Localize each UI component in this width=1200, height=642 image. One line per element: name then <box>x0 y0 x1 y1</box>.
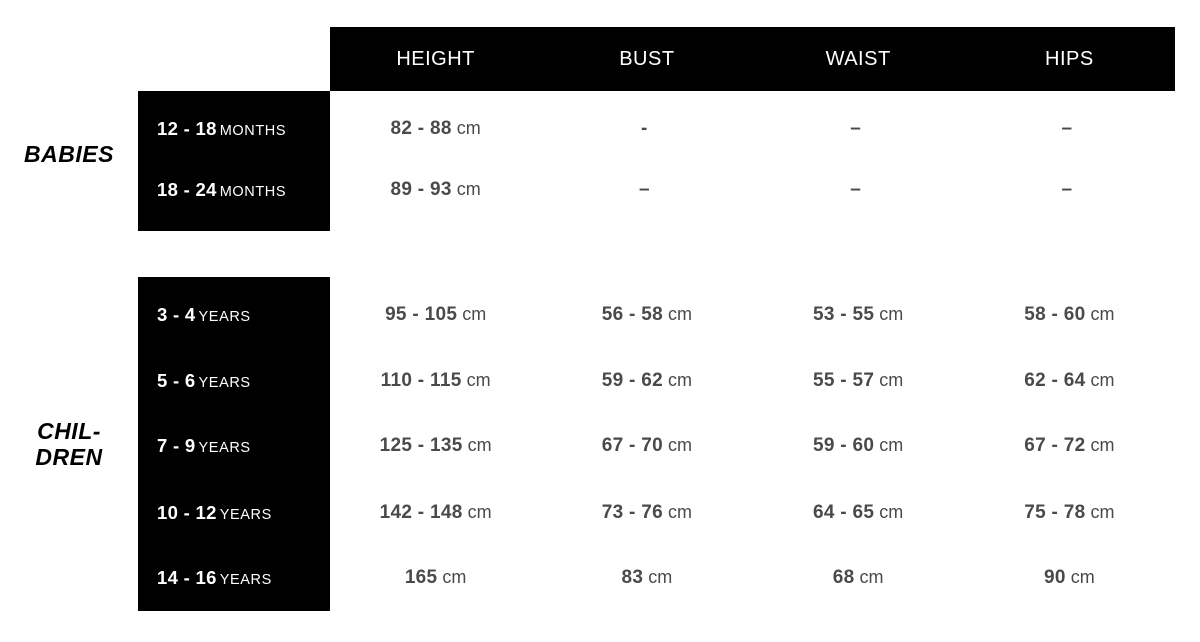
size-cell <box>138 370 330 392</box>
size-unit: MONTHS <box>219 123 287 139</box>
value-waist: – <box>850 118 862 139</box>
size-range: 14 - 16 <box>157 567 217 588</box>
value-bust: 59 - 62 cm <box>601 370 692 391</box>
size-unit: YEARS <box>198 309 251 325</box>
size-range: 7 - 9 <box>157 435 196 456</box>
column-header-height: HEIGHT <box>396 47 475 70</box>
size-range: 3 - 4 <box>157 304 196 325</box>
value-bust: - <box>641 118 648 139</box>
group-label-children-line1: CHIL- <box>37 418 101 444</box>
value-hips: 90 cm <box>1044 567 1095 588</box>
table-row <box>138 112 1175 146</box>
value-height: 95 - 105 cm <box>385 304 487 325</box>
value-hips: 67 - 72 cm <box>1024 435 1115 456</box>
column-header-waist: WAIST <box>825 47 891 70</box>
size-unit: YEARS <box>198 440 251 456</box>
value-hips: – <box>1061 118 1073 139</box>
value-height: 165 cm <box>404 567 467 588</box>
value-height: 125 - 135 cm <box>379 435 492 456</box>
size-cell <box>138 435 330 457</box>
column-header-bust: BUST <box>619 47 675 70</box>
size-range: 18 - 24 <box>157 179 217 200</box>
size-range: 12 - 18 <box>157 118 217 139</box>
table-row <box>138 364 1175 398</box>
size-unit: YEARS <box>219 507 272 523</box>
value-bust: 73 - 76 cm <box>601 502 692 523</box>
value-waist: – <box>850 179 862 200</box>
column-headers <box>330 27 1175 91</box>
group-label-babies: BABIES <box>24 141 114 167</box>
group-label-children-line2: DREN <box>35 444 103 471</box>
value-height: 89 - 93 cm <box>390 179 481 200</box>
size-range: 5 - 6 <box>157 370 196 391</box>
value-height: 82 - 88 cm <box>390 118 481 139</box>
size-unit: YEARS <box>219 572 272 588</box>
size-cell <box>138 502 330 524</box>
value-bust: 67 - 70 cm <box>601 435 692 456</box>
size-range: 10 - 12 <box>157 502 217 523</box>
value-height: 110 - 115 cm <box>380 370 491 391</box>
table-row <box>138 561 1175 595</box>
value-waist: 53 - 55 cm <box>812 304 904 325</box>
value-hips: 75 - 78 cm <box>1024 502 1115 523</box>
table-row <box>138 173 1175 207</box>
value-waist: 55 - 57 cm <box>812 370 904 391</box>
value-height: 142 - 148 cm <box>379 502 492 523</box>
size-cell <box>138 118 330 140</box>
value-hips: 62 - 64 cm <box>1024 370 1115 391</box>
value-waist: 59 - 60 cm <box>812 435 904 456</box>
size-cell <box>138 304 330 326</box>
group-label-children <box>0 418 138 470</box>
value-bust: 83 cm <box>621 567 673 588</box>
table-row <box>138 429 1175 463</box>
table-row <box>138 496 1175 530</box>
value-hips: – <box>1061 179 1073 200</box>
value-waist: 68 cm <box>832 567 884 588</box>
size-unit: YEARS <box>198 375 251 391</box>
size-unit: MONTHS <box>219 184 287 200</box>
value-waist: 64 - 65 cm <box>812 502 904 523</box>
size-cell <box>138 179 330 201</box>
size-cell <box>138 567 330 589</box>
value-bust: 56 - 58 cm <box>601 304 692 325</box>
column-header-hips: HIPS <box>1045 47 1094 70</box>
table-row <box>138 298 1175 332</box>
value-hips: 58 - 60 cm <box>1024 304 1115 325</box>
value-bust: – <box>638 179 650 200</box>
